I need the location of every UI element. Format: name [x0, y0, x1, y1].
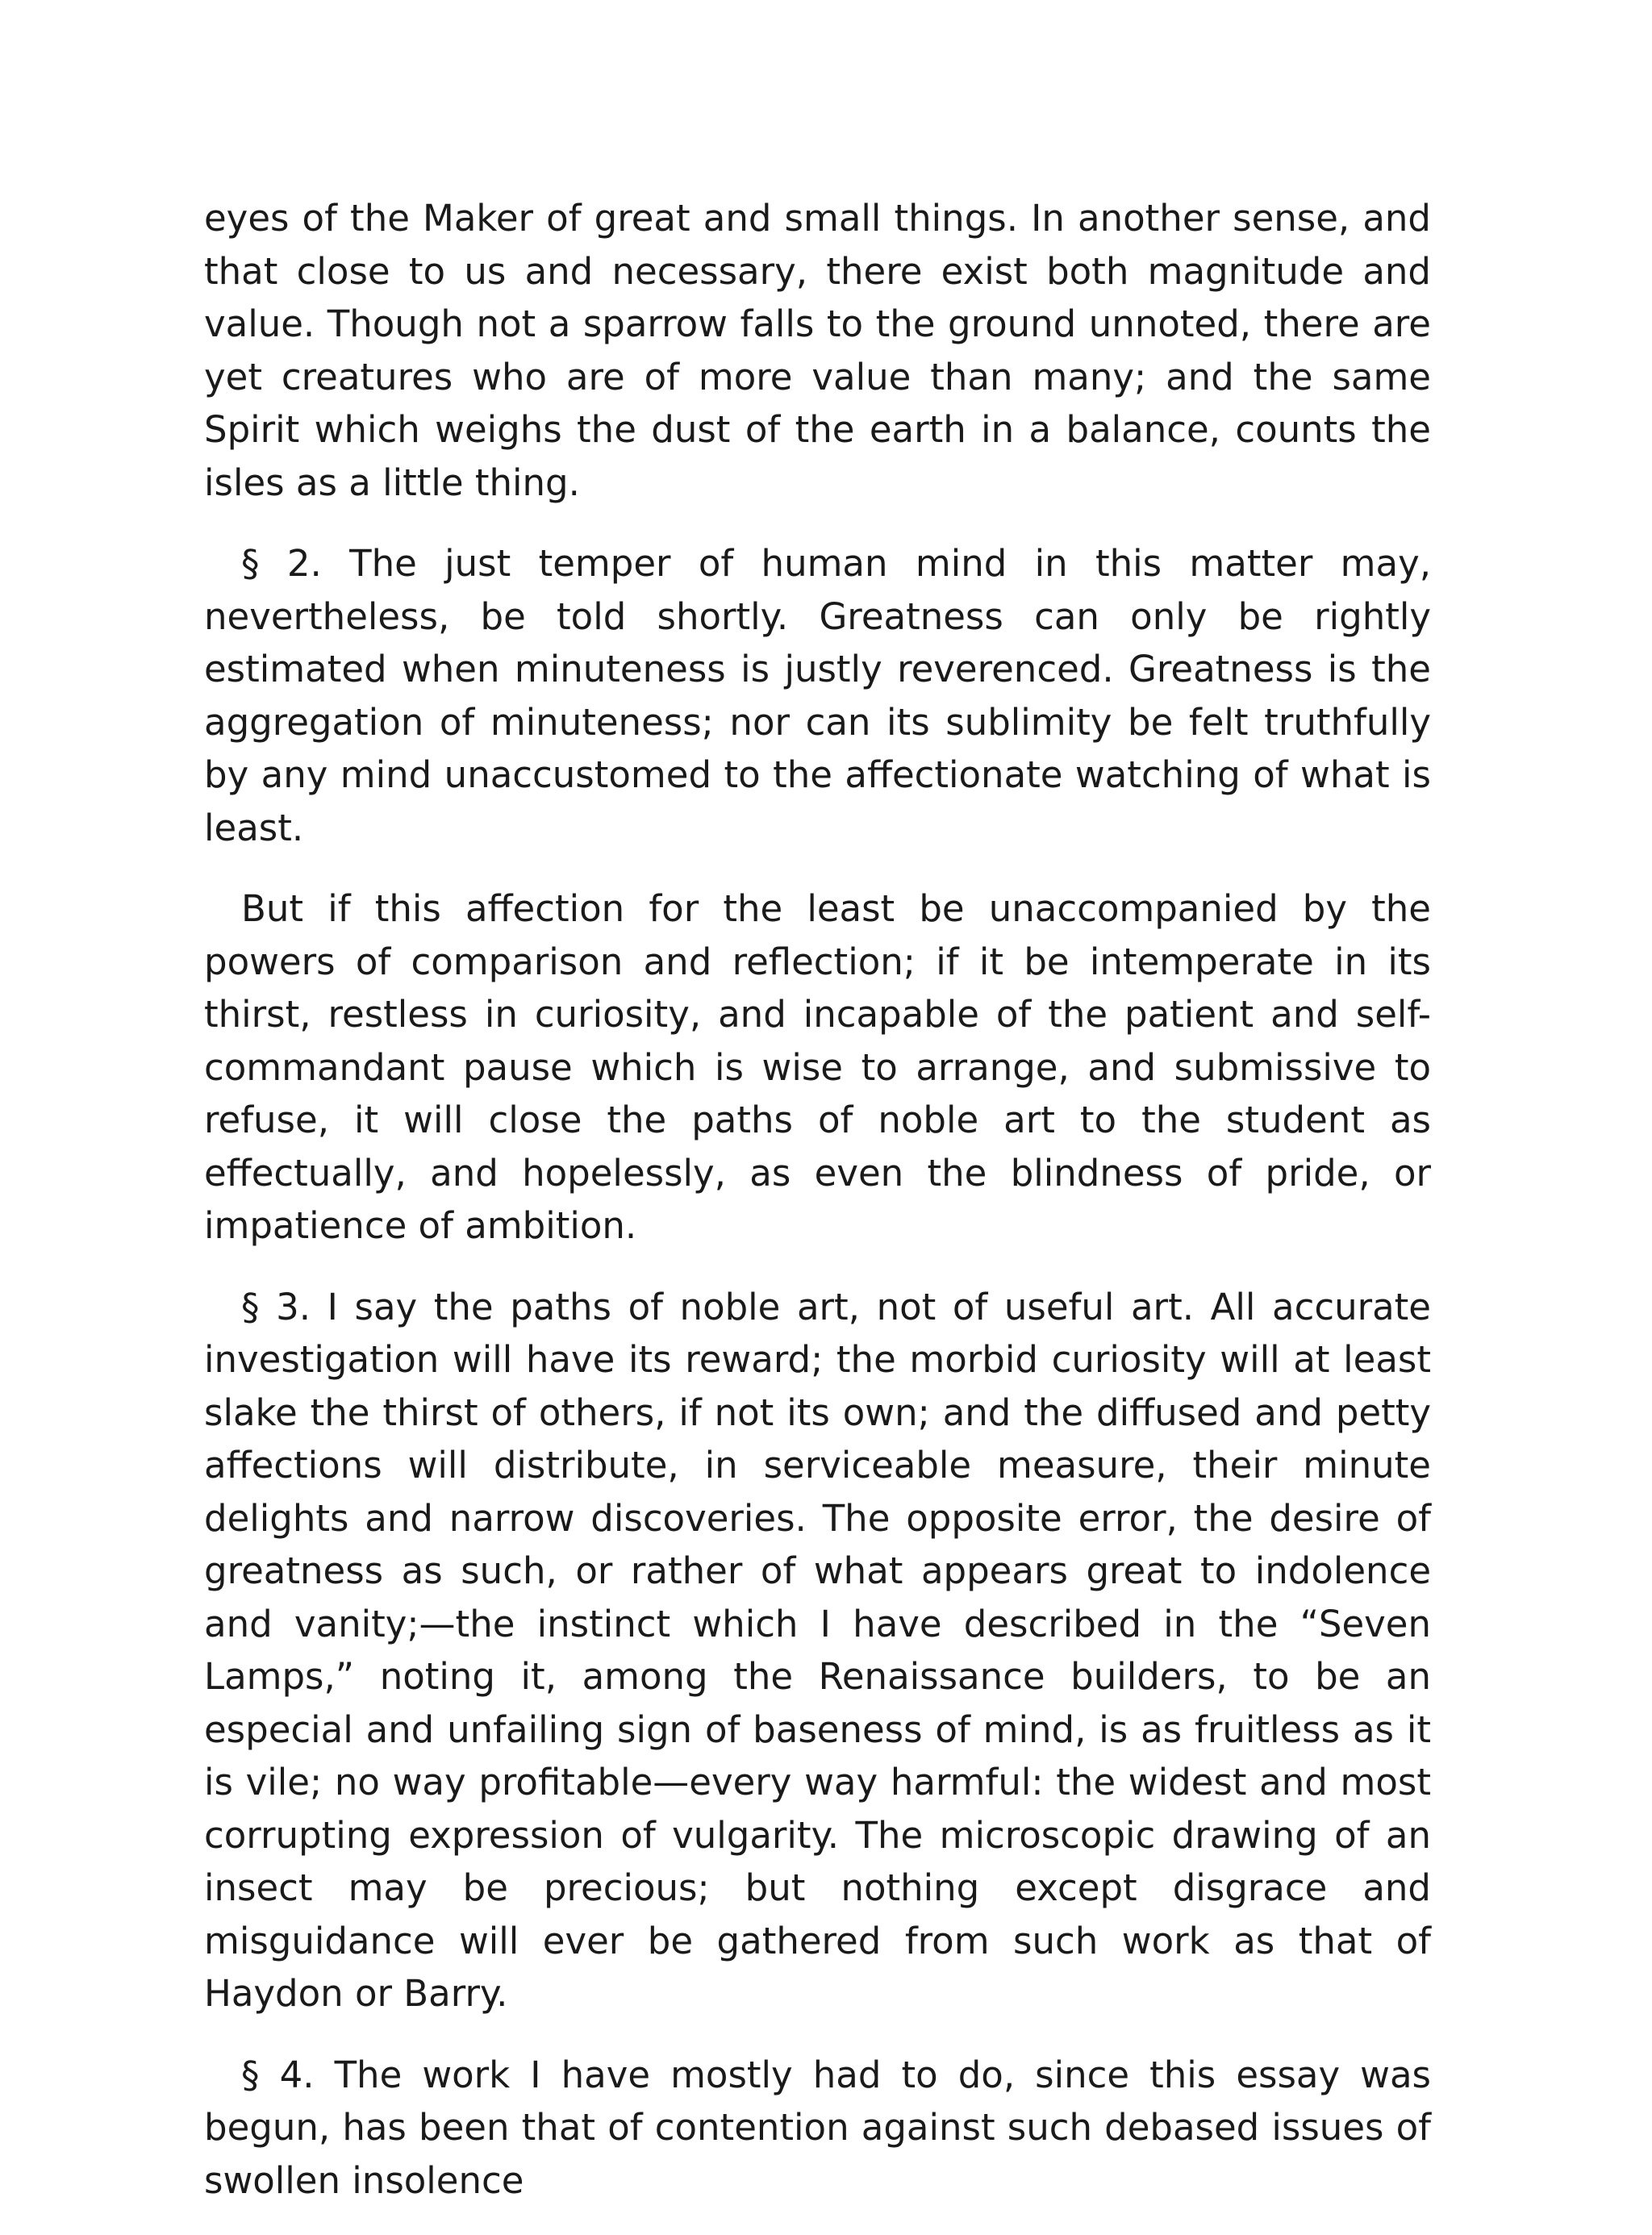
paragraph-section-4: § 4. The work I have mostly had to do, since this essay was begun, has been that of contention against such debased issues of swollen insolence — [204, 2053, 1431, 2202]
paragraph-section-2: § 2. The just temper of human mind in this matter may, nevertheless, be told shortly. Greatness can only be rightly estimated when minuteness is justly reverenced. Greatness is the aggregation of minuteness; nor can its sublimity be felt truthfully by any mind unaccustomed to the affectionate watching of what is least. — [204, 542, 1431, 849]
paragraph-continuation: eyes of the Maker of great and small things. In another sense, and that close to us and necessary, there exist both magnitude and value. Though not a sparrow falls to the ground unnoted, there are yet creatures who are of more value than many; and the same Spirit which weighs the dust of the earth in a balance, counts the isles as a little thing. — [204, 197, 1431, 504]
paragraph-affection-least: But if this affection for the least be unaccompanied by the powers of comparison and reflection; if it be intemperate in its thirst, restless in curiosity, and incapable of the patient and self-commandant pause which is wise to arrange, and submissive to refuse, it will close the paths of noble art to the student as effectually, and hopelessly, as even the blindness of pride, or impatience of ambition. — [204, 887, 1431, 1247]
document-page — [204, 192, 1431, 2235]
paragraph-section-3: § 3. I say the paths of noble art, not of useful art. All accurate investigation will have its reward; the morbid curiosity will at least slake the thirst of others, if not its own; and the diffused and petty affections will distribute, in serviceable measure, their minute delights and narrow discoveries. The opposite error, the desire of greatness as such, or rather of what appears great to indolence and vanity;—the instinct which I have described in the “Seven Lamps,” noting it, among the Renaissance builders, to be an especial and unfailing sign of baseness of mind, is as fruitless as it is vile; no way profitable—every way harmful: the widest and most corrupting expression of vulgarity. The microscopic drawing of an insect may be precious; but nothing except disgrace and misguidance will ever be gathered from such work as that of Haydon or Barry. — [204, 1285, 1431, 2015]
